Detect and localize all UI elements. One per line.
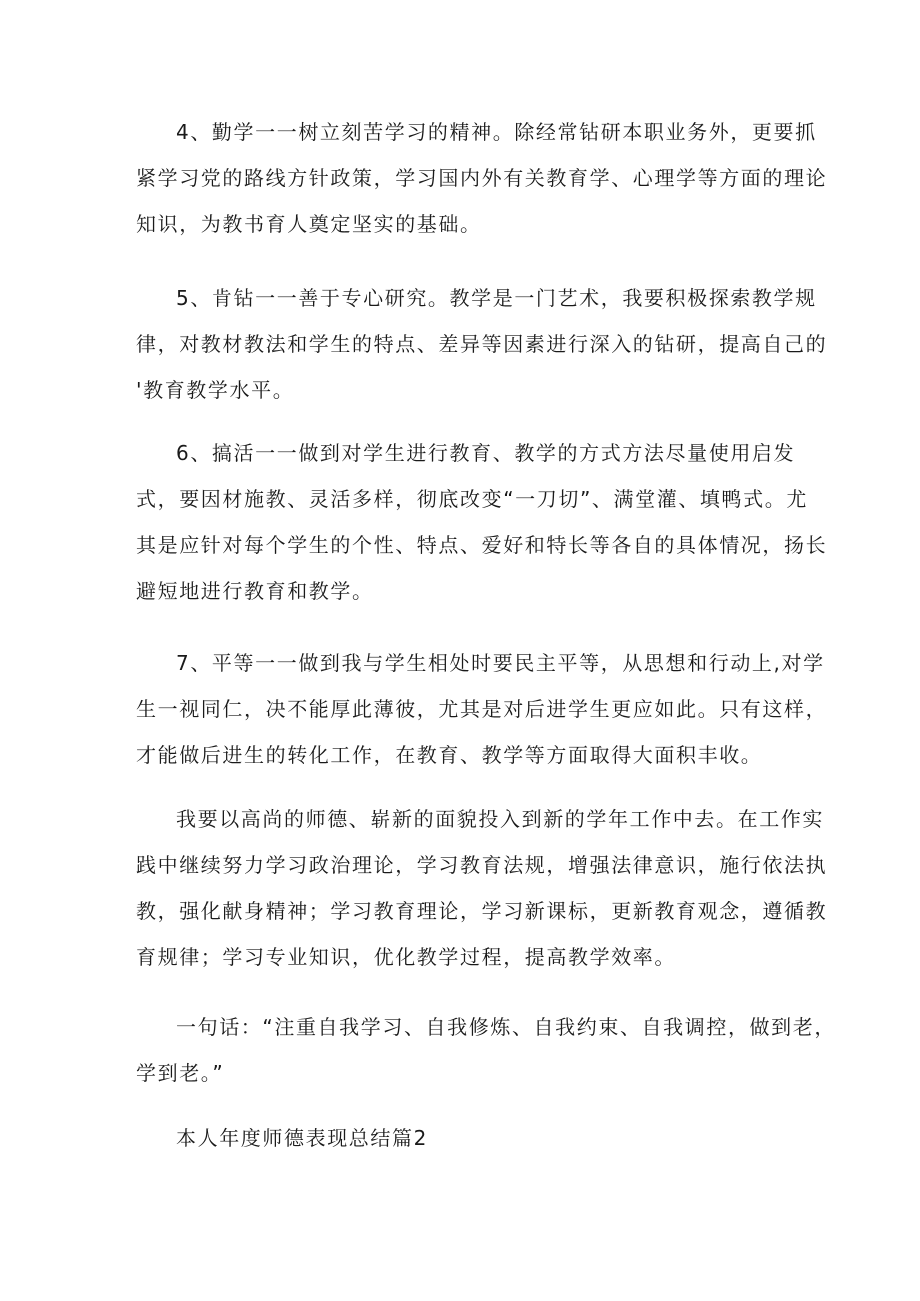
paragraph-line: 律，对教材教法和学生的特点、差异等因素进行深入的钻研，提高自己的	[136, 332, 828, 356]
paragraph-line: 式，要因材施教、灵活多样，彻底改变“一刀切”、满堂灌、填鸭式。尤	[136, 487, 808, 511]
section-heading	[136, 1115, 796, 1161]
paragraph-line: 学到老。”	[136, 1061, 225, 1085]
paragraph-line: 知识，为教书育人奠定坚实的基础。	[136, 212, 482, 236]
paragraph-line: 其是应针对每个学生的个性、特点、爱好和特长等各自的具体情况，扬长	[136, 533, 828, 557]
paragraph-commitment	[136, 796, 828, 980]
paragraph-diligent-study	[136, 109, 828, 247]
paragraph-line: 教，强化献身精神；学习教育理论，学习新课标，更新教育观念，遵循教	[136, 899, 828, 923]
paragraph-line: 紧学习党的路线方针政策，学习国内外有关教育学、心理学等方面的理论	[136, 166, 828, 190]
paragraph-equality	[136, 640, 828, 778]
paragraph-line: '教育教学水平。	[136, 378, 295, 402]
paragraph-line: 4、勤学一一树立刻苦学习的精神。除经常钻研本职业务外，更要抓	[176, 120, 817, 144]
paragraph-research	[136, 275, 828, 413]
paragraph-line: 避短地进行教育和教学。	[136, 579, 374, 603]
paragraph-line: 6、搞活一一做到对学生进行教育、教学的方式方法尽量使用启发	[176, 441, 796, 465]
paragraph-line: 7、平等一一做到我与学生相处时要民主平等，从思想和行动上,对学	[176, 651, 825, 675]
paragraph-line: 我要以高尚的师德、崭新的面貌投入到新的学年工作中去。在工作实	[176, 807, 824, 831]
paragraph-line: 育规律；学习专业知识，优化教学过程，提高教学效率。	[136, 945, 676, 969]
paragraph-summary-quote	[136, 1004, 836, 1096]
paragraph-line: 一句话：“注重自我学习、自我修炼、自我约束、自我调控，做到老，	[176, 1015, 836, 1039]
paragraph-line: 践中继续努力学习政治理论，学习教育法规，增强法律意识，施行依法执	[136, 853, 828, 877]
paragraph-flexible-teaching	[136, 430, 828, 614]
section-heading-text: 本人年度师德表现总结篇2	[176, 1126, 428, 1150]
paragraph-line: 生一视同仁，决不能厚此薄彼，尤其是对后进学生更应如此。只有这样，	[136, 697, 828, 721]
paragraph-line: 才能做后进生的转化工作，在教育、教学等方面取得大面积丰收。	[136, 743, 763, 767]
paragraph-line: 5、肯钻一一善于专心研究。教学是一门艺术，我要积极探索教学规	[176, 286, 817, 310]
